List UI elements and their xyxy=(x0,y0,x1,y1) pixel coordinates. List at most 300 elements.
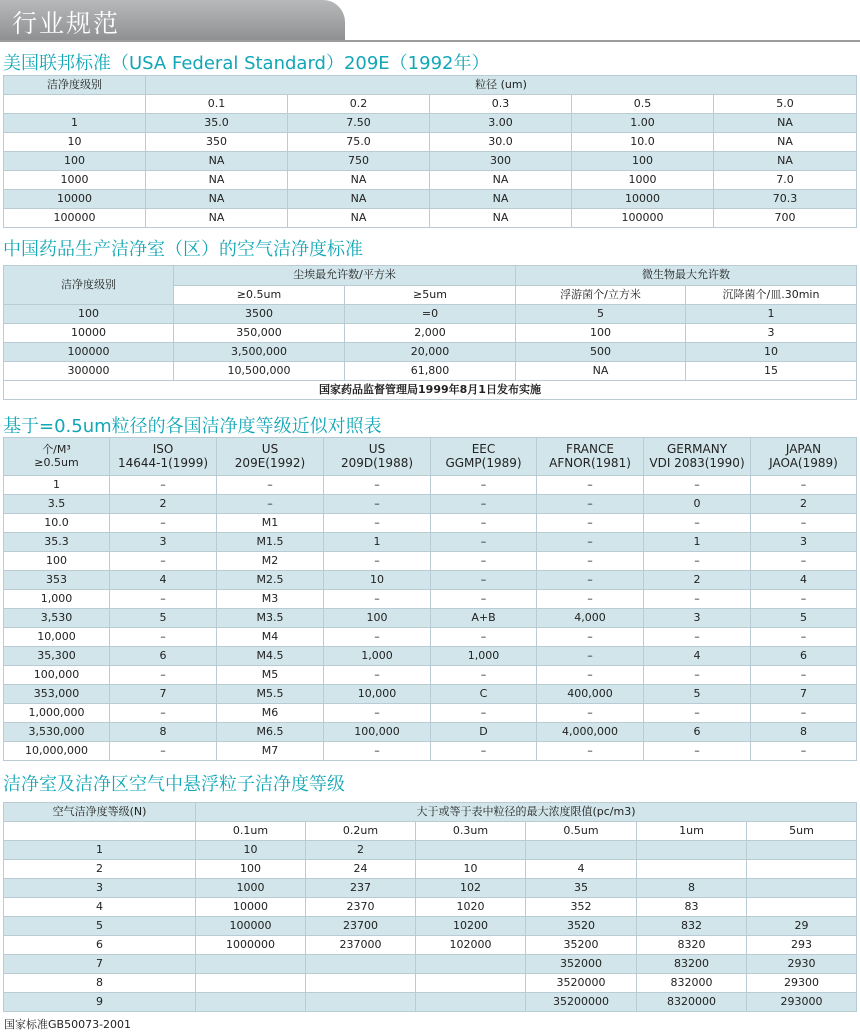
table-cell: 100 xyxy=(324,609,431,628)
table-cell: – xyxy=(431,742,537,761)
row-label: 3.5 xyxy=(4,495,110,514)
header-blank xyxy=(4,95,146,114)
table-cell: 832000 xyxy=(637,974,747,993)
table-cell: – xyxy=(110,666,217,685)
table-cell: NA xyxy=(516,362,686,381)
table-cell: 4,000,000 xyxy=(537,723,644,742)
table-cell: 293000 xyxy=(747,993,857,1012)
table-cell: 10 xyxy=(686,343,857,362)
table-cell: – xyxy=(431,666,537,685)
table-cell: – xyxy=(324,495,431,514)
row-label: 10,000,000 xyxy=(4,742,110,761)
table-row xyxy=(4,495,857,514)
row-label: 10000 xyxy=(4,324,174,343)
table-cell: 500 xyxy=(516,343,686,362)
table-cell: 3 xyxy=(686,324,857,343)
standard-header xyxy=(644,438,751,476)
table-row xyxy=(4,305,857,324)
table-cell: – xyxy=(324,514,431,533)
table-cell: 20,000 xyxy=(345,343,516,362)
table-row xyxy=(4,628,857,647)
table-row xyxy=(4,552,857,571)
table-cell xyxy=(306,955,416,974)
header-particle-size: 粒径 (um) xyxy=(146,76,857,95)
table-cell: M5 xyxy=(217,666,324,685)
table-row xyxy=(4,171,857,190)
table-row xyxy=(4,704,857,723)
table-cell: – xyxy=(537,742,644,761)
table-cell: 15 xyxy=(686,362,857,381)
table-cell: – xyxy=(537,476,644,495)
table-cell: NA xyxy=(430,171,572,190)
table-cell: 832 xyxy=(637,917,747,936)
row-label: 1 xyxy=(4,476,110,495)
table-cell: – xyxy=(431,628,537,647)
table-cell: 1,000 xyxy=(431,647,537,666)
table-cell: 2930 xyxy=(747,955,857,974)
sub-airborne: 浮游菌个/立方米 xyxy=(516,286,686,305)
table-cell: 100000 xyxy=(196,917,306,936)
standard-name: US xyxy=(261,442,279,457)
table-cell: 700 xyxy=(714,209,857,228)
table-cell xyxy=(637,841,747,860)
standard-name: GERMANY xyxy=(666,442,728,457)
size-header: 0.5um xyxy=(526,822,637,841)
table-cell: – xyxy=(110,590,217,609)
table-row xyxy=(4,343,857,362)
table-cell xyxy=(747,860,857,879)
row-label: 100 xyxy=(4,552,110,571)
table-cell: – xyxy=(324,666,431,685)
table-cell: 5 xyxy=(110,609,217,628)
table-row xyxy=(4,974,857,993)
table-cell: – xyxy=(644,514,751,533)
table-row xyxy=(4,936,857,955)
table-cleanliness-comparison xyxy=(3,437,857,761)
standard-code: 209E(1992) xyxy=(234,455,306,470)
table-cell: NA xyxy=(714,114,857,133)
header-class: 洁净度级别 xyxy=(4,266,174,305)
section-title-china-gmp: 中国药品生产洁净室（区）的空气洁净度标准 xyxy=(3,239,363,260)
table-cell: – xyxy=(431,514,537,533)
table-row xyxy=(4,362,857,381)
table-cell xyxy=(526,841,637,860)
table-cell xyxy=(196,974,306,993)
table-cell: 2370 xyxy=(306,898,416,917)
standard-name: ISO xyxy=(152,442,174,457)
table-cell: – xyxy=(537,704,644,723)
table-cell: 400,000 xyxy=(537,685,644,704)
row-label: 10.0 xyxy=(4,514,110,533)
table-cell: NA xyxy=(430,209,572,228)
table-cell: – xyxy=(644,704,751,723)
table-cell: M7 xyxy=(217,742,324,761)
table-cell: 70.3 xyxy=(714,190,857,209)
table-row xyxy=(4,533,857,552)
table-cell: M6.5 xyxy=(217,723,324,742)
table-cell: – xyxy=(217,476,324,495)
table-row xyxy=(4,133,857,152)
row-label: 10 xyxy=(4,133,146,152)
table-row xyxy=(4,685,857,704)
row-label: 7 xyxy=(4,955,196,974)
table-cell: – xyxy=(537,571,644,590)
row-label: 8 xyxy=(4,974,196,993)
table-cell: – xyxy=(751,552,857,571)
table-cell: 8320 xyxy=(637,936,747,955)
standard-code: 14644-1(1999) xyxy=(117,455,209,470)
table-cell: – xyxy=(431,552,537,571)
table-cell xyxy=(306,993,416,1012)
table-cell: 6 xyxy=(644,723,751,742)
row-label: 1,000 xyxy=(4,590,110,609)
table-cell: 10,000 xyxy=(324,685,431,704)
row-label: 6 xyxy=(4,936,196,955)
footer-standard: 国家标准GB50073-2001 xyxy=(4,1018,132,1031)
table-cell: NA xyxy=(146,190,288,209)
table-row xyxy=(4,514,857,533)
table-row xyxy=(4,209,857,228)
table-cell: 5 xyxy=(751,609,857,628)
table-cell: – xyxy=(431,590,537,609)
header-unit xyxy=(4,438,110,476)
table-cell xyxy=(196,955,306,974)
table-cell: – xyxy=(537,590,644,609)
table-cell: – xyxy=(537,647,644,666)
table-cell: 3 xyxy=(644,609,751,628)
table-cell: 3520 xyxy=(526,917,637,936)
table-row xyxy=(4,609,857,628)
table-cell: M1 xyxy=(217,514,324,533)
size-0-1: 0.1 xyxy=(146,95,288,114)
size-0-2: 0.2 xyxy=(288,95,430,114)
header-microbe: 微生物最大允许数 xyxy=(516,266,857,286)
table-cell: – xyxy=(324,742,431,761)
table-cell xyxy=(747,841,857,860)
table-cell: – xyxy=(431,571,537,590)
table-cell: M2.5 xyxy=(217,571,324,590)
table-cell: 6 xyxy=(751,647,857,666)
table-row xyxy=(4,898,857,917)
standard-code: JAOA(1989) xyxy=(769,455,838,470)
table-cell: 10000 xyxy=(196,898,306,917)
row-label: 1 xyxy=(4,114,146,133)
table-cell: 2 xyxy=(751,495,857,514)
table-cell: 29300 xyxy=(747,974,857,993)
sub-5um: ≥5um xyxy=(345,286,516,305)
table-cell: 237000 xyxy=(306,936,416,955)
size-0-3: 0.3 xyxy=(430,95,572,114)
table-cell: 61,800 xyxy=(345,362,516,381)
table-cell: 8 xyxy=(637,879,747,898)
row-label: 10,000 xyxy=(4,628,110,647)
table-row xyxy=(4,993,857,1012)
table-cell: – xyxy=(644,628,751,647)
table-cell: – xyxy=(110,628,217,647)
row-label: 3,530 xyxy=(4,609,110,628)
table-cell: 2,000 xyxy=(345,324,516,343)
row-label: 100 xyxy=(4,152,146,171)
size-5-0: 5.0 xyxy=(714,95,857,114)
table-cell: – xyxy=(751,628,857,647)
table-cell: – xyxy=(644,666,751,685)
table-cell: 10 xyxy=(196,841,306,860)
table-cell: 300 xyxy=(430,152,572,171)
table-cell: – xyxy=(324,476,431,495)
sub-settling: 沉降菌个/皿.30min xyxy=(686,286,857,305)
table-cell: NA xyxy=(288,209,430,228)
table-row xyxy=(4,590,857,609)
table-cell: 10,500,000 xyxy=(174,362,345,381)
table-cell: 350,000 xyxy=(174,324,345,343)
table-cell: M4.5 xyxy=(217,647,324,666)
table-cell: 10000 xyxy=(572,190,714,209)
table-cell xyxy=(637,860,747,879)
table-cell: NA xyxy=(146,171,288,190)
table-cell: – xyxy=(110,514,217,533)
table-row xyxy=(4,324,857,343)
table-cell: 83 xyxy=(637,898,747,917)
table-cell: 4 xyxy=(110,571,217,590)
table-cell: 1000 xyxy=(196,879,306,898)
table-cell: NA xyxy=(430,190,572,209)
table-cell: 7.50 xyxy=(288,114,430,133)
row-label: 1 xyxy=(4,841,196,860)
standard-code: GGMP(1989) xyxy=(445,455,522,470)
table-cell: 7 xyxy=(110,685,217,704)
table-cell: 350 xyxy=(146,133,288,152)
page-title: 行业规范 xyxy=(12,9,121,38)
table-row xyxy=(4,666,857,685)
section-title-airborne: 洁净室及洁净区空气中悬浮粒子洁净度等级 xyxy=(3,774,345,795)
table-row xyxy=(4,879,857,898)
table-cell: 352 xyxy=(526,898,637,917)
table-cell: M1.5 xyxy=(217,533,324,552)
table-cell: – xyxy=(644,742,751,761)
table-cell: – xyxy=(751,590,857,609)
table-cell: – xyxy=(110,476,217,495)
table-cell: 102000 xyxy=(416,936,526,955)
table-cell: 8 xyxy=(110,723,217,742)
table-cell: C xyxy=(431,685,537,704)
table-cell: 1 xyxy=(324,533,431,552)
table-cell: – xyxy=(537,514,644,533)
table-cell: 8320000 xyxy=(637,993,747,1012)
section-title-usa: 美国联邦标准（USA Federal Standard）209E（1992年） xyxy=(3,53,490,74)
table-cell xyxy=(416,841,526,860)
table-cell: – xyxy=(751,742,857,761)
table-cell xyxy=(747,898,857,917)
table-cell: 1,000 xyxy=(324,647,431,666)
table-cell xyxy=(416,974,526,993)
table-usa-209e xyxy=(3,75,857,228)
table-row xyxy=(4,152,857,171)
table-cell: 352000 xyxy=(526,955,637,974)
table-cell: M4 xyxy=(217,628,324,647)
table-cell: NA xyxy=(146,209,288,228)
table-cell: 35200 xyxy=(526,936,637,955)
table-cell: – xyxy=(537,628,644,647)
header-blank xyxy=(4,822,196,841)
table-cell: – xyxy=(324,590,431,609)
header-unit-line2: ≥0.5um xyxy=(34,455,79,469)
size-0-5: 0.5 xyxy=(572,95,714,114)
table-cell: 35200000 xyxy=(526,993,637,1012)
row-label: 3,530,000 xyxy=(4,723,110,742)
row-label: 4 xyxy=(4,898,196,917)
standard-header xyxy=(110,438,217,476)
table-cell: – xyxy=(324,628,431,647)
table-row xyxy=(4,114,857,133)
size-header: 0.1um xyxy=(196,822,306,841)
table-cell: – xyxy=(644,476,751,495)
table-cell: 100 xyxy=(572,152,714,171)
standard-name: US xyxy=(368,442,386,457)
table-note: 国家药品监督管理局1999年8月1日发布实施 xyxy=(4,381,857,400)
table-cell: – xyxy=(324,552,431,571)
table-cell: 3520000 xyxy=(526,974,637,993)
standard-name: FRANCE xyxy=(566,442,614,457)
table-cell: 7 xyxy=(751,685,857,704)
table-cell: 5 xyxy=(644,685,751,704)
table-cell: M3.5 xyxy=(217,609,324,628)
table-cell: NA xyxy=(714,133,857,152)
table-cell: 3500 xyxy=(174,305,345,324)
table-cell: 7.0 xyxy=(714,171,857,190)
table-row xyxy=(4,476,857,495)
table-row xyxy=(4,571,857,590)
standard-code: VDI 2083(1990) xyxy=(649,455,745,470)
standard-header xyxy=(751,438,857,476)
row-label: 1,000,000 xyxy=(4,704,110,723)
table-cell: – xyxy=(324,704,431,723)
table-cell: D xyxy=(431,723,537,742)
table-cell: 10 xyxy=(416,860,526,879)
table-cell: – xyxy=(751,476,857,495)
table-row xyxy=(4,742,857,761)
table-cell: 293 xyxy=(747,936,857,955)
size-header: 0.2um xyxy=(306,822,416,841)
table-airborne-particles xyxy=(3,802,857,1012)
table-cell: 3.00 xyxy=(430,114,572,133)
section-title-comparison: 基于=0.5um粒径的各国洁净度等级近似对照表 xyxy=(3,416,382,437)
table-cell: =0 xyxy=(345,305,516,324)
table-row xyxy=(4,917,857,936)
table-cell: 8 xyxy=(751,723,857,742)
standard-header xyxy=(431,438,537,476)
table-cell: 1020 xyxy=(416,898,526,917)
table-row xyxy=(4,723,857,742)
page-header xyxy=(0,0,860,42)
row-label: 100,000 xyxy=(4,666,110,685)
header-rule xyxy=(0,40,860,42)
row-label: 9 xyxy=(4,993,196,1012)
table-cell: 5 xyxy=(516,305,686,324)
table-cell: 102 xyxy=(416,879,526,898)
table-row xyxy=(4,190,857,209)
table-cell: 2 xyxy=(644,571,751,590)
table-cell: 3 xyxy=(751,533,857,552)
table-cell: 1000 xyxy=(572,171,714,190)
row-label: 3 xyxy=(4,879,196,898)
table-cell: – xyxy=(431,533,537,552)
table-cell: 1000000 xyxy=(196,936,306,955)
table-cell: – xyxy=(537,533,644,552)
table-cell: 4 xyxy=(751,571,857,590)
table-cell xyxy=(196,993,306,1012)
row-label: 35,300 xyxy=(4,647,110,666)
standard-name: JAPAN xyxy=(785,442,822,457)
row-label: 10000 xyxy=(4,190,146,209)
table-cell: 35.0 xyxy=(146,114,288,133)
table-cell: 4 xyxy=(644,647,751,666)
table-cell xyxy=(306,974,416,993)
table-cell: 35 xyxy=(526,879,637,898)
row-label: 100000 xyxy=(4,209,146,228)
standard-header xyxy=(324,438,431,476)
row-label: 2 xyxy=(4,860,196,879)
table-cell: 6 xyxy=(110,647,217,666)
table-cell: 0 xyxy=(644,495,751,514)
table-cell: 1.00 xyxy=(572,114,714,133)
table-cell: – xyxy=(537,666,644,685)
table-cell: 75.0 xyxy=(288,133,430,152)
size-header: 1um xyxy=(637,822,747,841)
table-cell: 23700 xyxy=(306,917,416,936)
table-cell: 83200 xyxy=(637,955,747,974)
table-row xyxy=(4,955,857,974)
table-cell: 100,000 xyxy=(324,723,431,742)
table-cell: 1 xyxy=(686,305,857,324)
table-cell xyxy=(416,955,526,974)
table-cell: 10 xyxy=(324,571,431,590)
table-cell: – xyxy=(217,495,324,514)
table-cell: 2 xyxy=(110,495,217,514)
row-label: 100000 xyxy=(4,343,174,362)
row-label: 1000 xyxy=(4,171,146,190)
standard-header xyxy=(537,438,644,476)
table-cell: M6 xyxy=(217,704,324,723)
table-cell: – xyxy=(431,704,537,723)
table-cell: 237 xyxy=(306,879,416,898)
header-unit-line1: 个/M³ xyxy=(42,443,71,457)
table-cell: 750 xyxy=(288,152,430,171)
table-cell: 3,500,000 xyxy=(174,343,345,362)
standard-name: EEC xyxy=(471,442,496,457)
header-limit: 大于或等于表中粒径的最大浓度限值(pc/m3) xyxy=(196,803,857,822)
row-label: 35.3 xyxy=(4,533,110,552)
table-cell xyxy=(416,993,526,1012)
table-cell: – xyxy=(431,476,537,495)
standard-code: 209D(1988) xyxy=(340,455,414,470)
table-cell: – xyxy=(644,590,751,609)
table-cell: M2 xyxy=(217,552,324,571)
table-china-gmp xyxy=(3,265,857,400)
size-header: 0.3um xyxy=(416,822,526,841)
table-cell: 3 xyxy=(110,533,217,552)
table-cell: NA xyxy=(288,190,430,209)
table-cell: 30.0 xyxy=(430,133,572,152)
table-cell xyxy=(747,879,857,898)
table-cell: – xyxy=(110,552,217,571)
table-row xyxy=(4,647,857,666)
table-row xyxy=(4,841,857,860)
table-cell: – xyxy=(431,495,537,514)
standard-header xyxy=(217,438,324,476)
table-cell: 29 xyxy=(747,917,857,936)
header-dust: 尘埃最允许数/平方米 xyxy=(174,266,516,286)
size-header: 5um xyxy=(747,822,857,841)
